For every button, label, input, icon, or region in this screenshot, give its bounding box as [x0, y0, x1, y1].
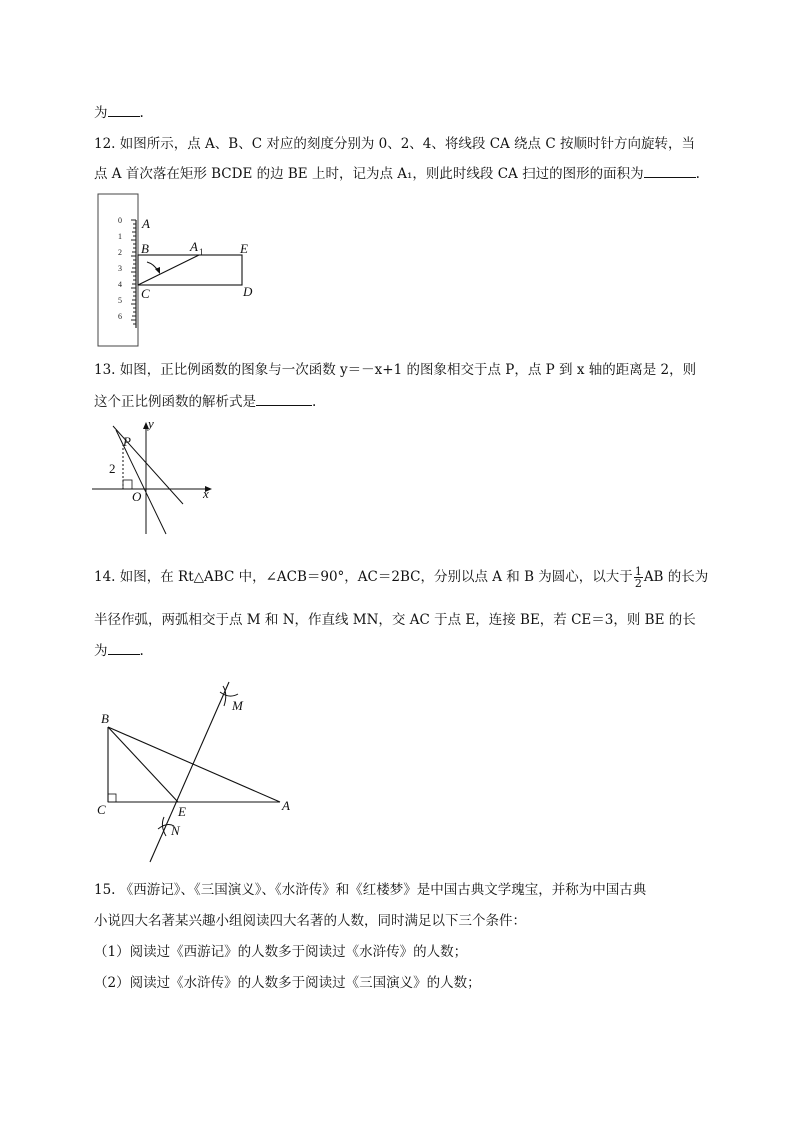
q14-line-3-text: 为: [94, 643, 108, 659]
label-a: A: [142, 216, 150, 231]
fraction-denominator: 2: [634, 577, 642, 590]
fraction-one-half: [634, 566, 643, 589]
right-angle-mark-c: [108, 794, 116, 802]
tick-4: 4: [118, 280, 122, 289]
tick-5: 5: [118, 296, 122, 305]
q12-line-1: 12. 如图所示，点 A、B、C 对应的刻度分别为 0、2、4、将线段 CA 绕点 C 按顺时针方向旋转，当: [94, 136, 695, 152]
q12-line-2: [94, 163, 700, 184]
q13-line-2: [94, 391, 316, 412]
q14-end: .: [139, 643, 144, 659]
q14-line-1: [94, 566, 708, 589]
q15-condition-1: （1）阅读过《西游记》的人数多于阅读过《水浒传》的人数；: [94, 944, 468, 960]
label-distance-2: 2: [109, 461, 116, 476]
label-n: N: [171, 823, 180, 838]
q15-line-1: 15. 《西游记》、《三国演义》、《水浒传》和《红楼梦》是中国古典文学瑰宝，并称为中国古典: [94, 882, 647, 898]
tick-3: 3: [118, 264, 122, 273]
q13-end: .: [312, 394, 317, 410]
label-b: B: [141, 241, 149, 256]
label-p: P: [123, 434, 131, 449]
tick-0: 0: [118, 216, 122, 225]
tick-1: 1: [118, 232, 122, 241]
q14-line-1-text-a: 14. 如图，在 Rt△ABC 中，∠ACB＝90°，AC＝2BC，分别以点 A 和 B 为圆心，以大于: [94, 569, 633, 585]
q11-tail-end: .: [139, 105, 144, 121]
segment-ab: [108, 727, 280, 802]
segment-be: [108, 727, 178, 802]
q11-answer-blank[interactable]: [108, 102, 140, 117]
fraction-numerator: 1: [634, 565, 642, 578]
q15-line-2: 小说四大名著某兴趣小组阅读四大名著的人数，同时满足以下三个条件：: [94, 913, 526, 929]
q14-line-2: 半径作弧，两弧相交于点 M 和 N，作直线 MN，交 AC 于点 E，连接 BE，若 CE＝3，则 BE 的长: [94, 612, 696, 628]
label-c: C: [97, 802, 106, 817]
q12-answer-blank[interactable]: [644, 163, 696, 178]
q15-condition-2: （2）阅读过《水浒传》的人数多于阅读过《三国演义》的人数；: [94, 975, 481, 991]
q12-ruler-rectangle-figure: [96, 192, 266, 350]
right-angle-mark: [123, 480, 132, 489]
q14-line-3: [94, 640, 144, 661]
label-o: O: [132, 489, 142, 504]
tick-6: 6: [118, 312, 122, 321]
q14-answer-blank[interactable]: [108, 640, 140, 655]
label-b: B: [101, 711, 109, 726]
q13-function-graph: [90, 416, 220, 538]
label-c: C: [141, 286, 150, 301]
label-a: A: [282, 798, 290, 813]
label-x: x: [203, 486, 209, 501]
q11-tail-text: 为: [94, 105, 108, 121]
q13-answer-blank[interactable]: [256, 391, 312, 406]
label-a1: A: [190, 239, 198, 254]
label-e: E: [240, 241, 248, 256]
label-d: D: [243, 284, 253, 299]
label-e: E: [178, 804, 186, 819]
q12-end: .: [695, 166, 700, 182]
q11-tail-line: [94, 102, 144, 123]
label-y: y: [148, 416, 154, 431]
q12-line-2-text: 点 A 首次落在矩形 BCDE 的边 BE 上时，记为点 A₁，则此时线段 CA 扫过的图形的面积为: [94, 166, 644, 182]
q14-line-1-text-b: AB 的长为: [643, 569, 709, 585]
q13-line-1: 13. 如图，正比例函数的图象与一次函数 y＝－x+1 的图象相交于点 P，点 P 到 x 轴的距离是 2，则: [94, 362, 697, 378]
label-a1-subscript: 1: [199, 247, 204, 257]
q14-triangle-figure: [92, 674, 302, 866]
segment-ca1: [138, 255, 199, 285]
label-m: M: [232, 698, 243, 713]
q13-line-2-text: 这个正比例函数的解析式是: [94, 394, 256, 410]
tick-2: 2: [118, 248, 122, 257]
line-mn: [150, 682, 229, 862]
